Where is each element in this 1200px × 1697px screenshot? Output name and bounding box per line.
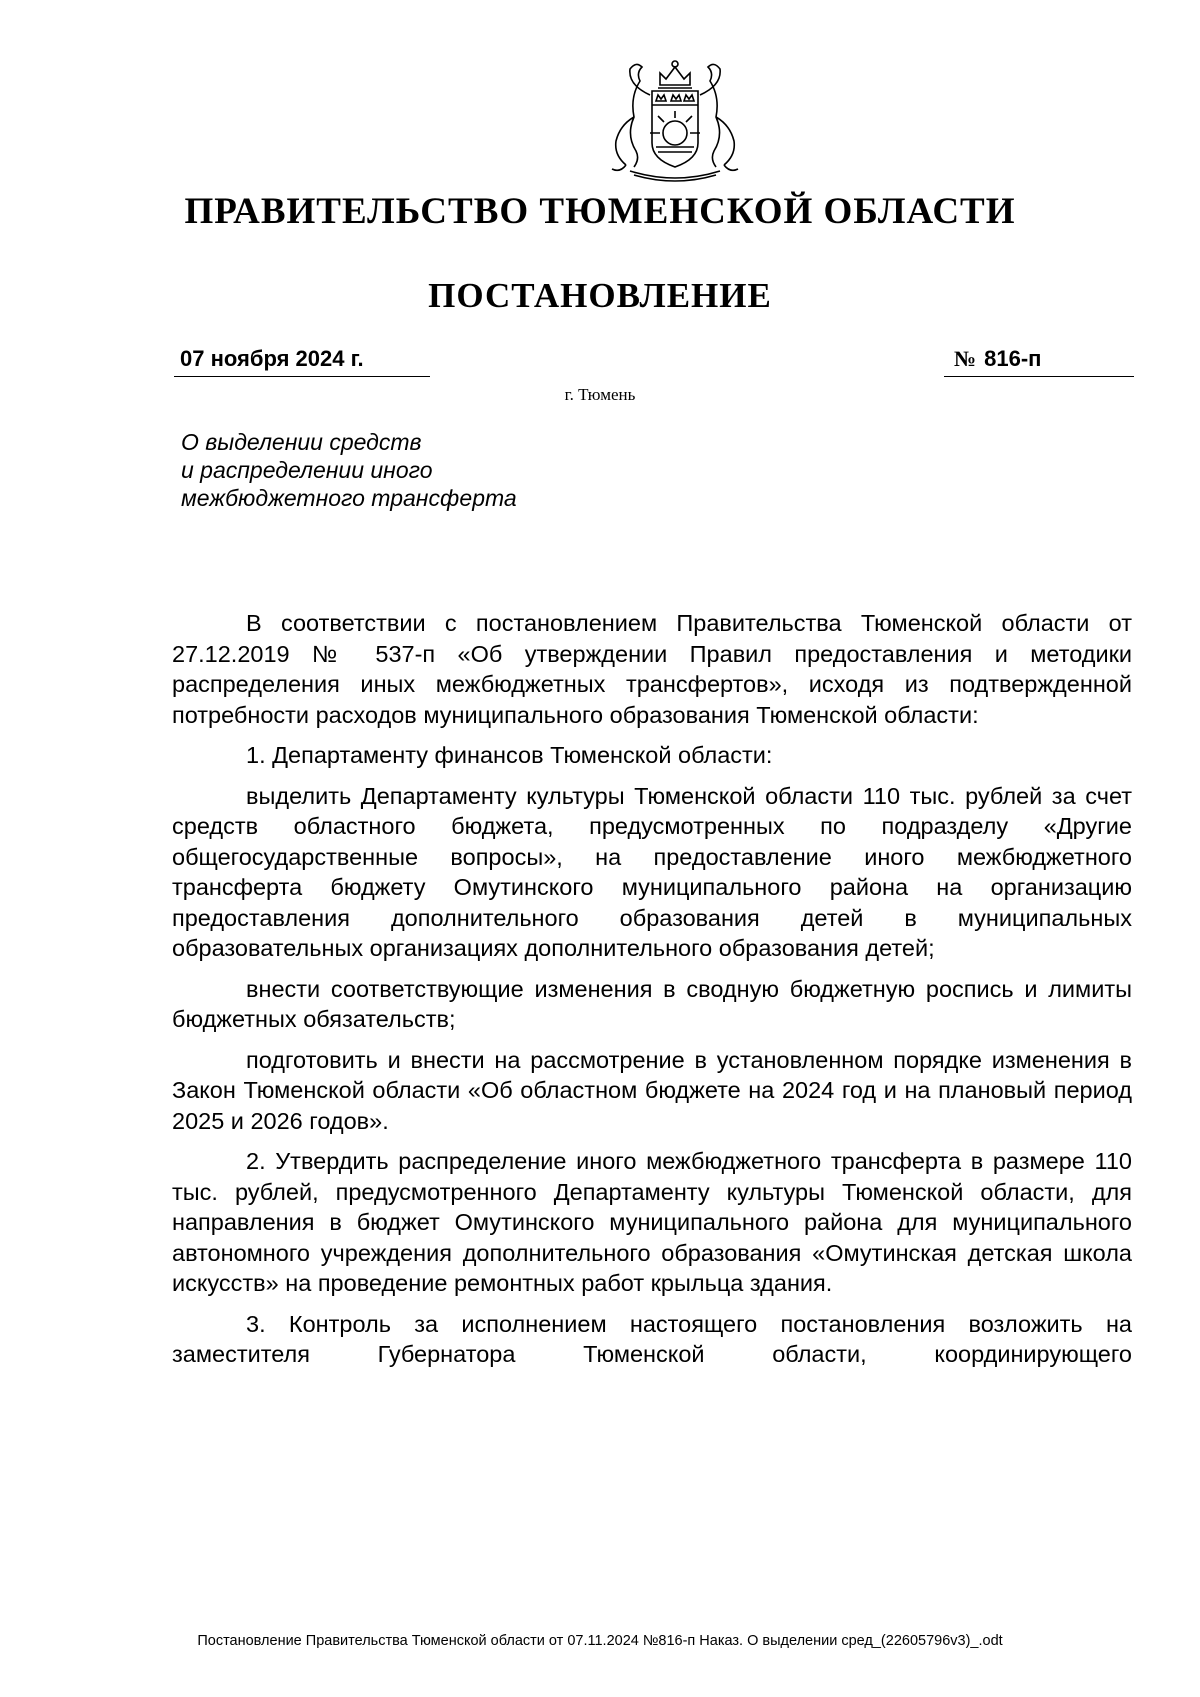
number-sign: №: [954, 346, 977, 371]
document-subject: [181, 428, 681, 512]
body-paragraph-allocate: выделить Департаменту культуры Тюменской области 110 тыс. рублей за счет средств областного бюджета, предусмотренных по подразделу «Другие общегосударственные вопросы», на предоставление иного межбюджетного трансферта бюджету Омутинского муниципального района на организацию предоставления дополнительного образования детей в муниципальных образовательных организациях дополнительного образования детей;: [172, 782, 1132, 961]
document-body: [172, 608, 1132, 1370]
city-label: г. Тюмень: [564, 385, 636, 404]
body-paragraph-amend-budget: внести соответствующие изменения в сводную бюджетную роспись и лимиты бюджетных обязательств;: [172, 975, 1132, 1032]
subject-line: и распределении иного: [181, 457, 433, 483]
body-paragraph-prepare-law: подготовить и внести на рассмотрение в установленном порядке изменения в Закон Тюменской области «Об областном бюджете на 2024 год и на плановый период 2025 и 2026 годов».: [172, 1046, 1132, 1134]
body-paragraph-item-1: 1. Департаменту финансов Тюменской области:: [246, 742, 773, 768]
document-type-heading: ПОСТАНОВЛЕНИЕ: [428, 276, 772, 315]
subject-line: О выделении средств: [181, 429, 422, 455]
organization-title: ПРАВИТЕЛЬСТВО ТЮМЕНСКОЙ ОБЛАСТИ: [184, 191, 1016, 232]
document-date: 07 ноября 2024 г.: [174, 346, 430, 377]
body-paragraph-item-2: 2. Утвердить распределение иного межбюджетного трансферта в размере 110 тыс. рублей, предусмотренного Департаменту культуры Тюменской области, для направления в бюджет Омутинского муниципального района для муниципального автономного учреждения дополнительного образования «Омутинская детская школа искусств» на проведение ремонтных работ крыльца здания.: [172, 1148, 1132, 1296]
subject-line: межбюджетного трансферта: [181, 485, 517, 511]
coat-of-arms-icon: [590, 55, 760, 185]
document-number-field: [944, 346, 1134, 377]
body-paragraph-item-3: 3. Контроль за исполнением настоящего постановления возложить на заместителя Губернатора Тюменской области, координирующего: [172, 1310, 1132, 1367]
document-number: 816-п: [984, 346, 1042, 371]
body-paragraph-preamble: В соответствии с постановлением Правительства Тюменской области от 27.12.2019 № 537-п «Об утверждении Правил предоставления и методики распределения иных межбюджетных трансфертов», исходя из подтвержденной потребности расходов муниципального образования Тюменской области:: [172, 610, 1132, 728]
page-footer: Постановление Правительства Тюменской области от 07.11.2024 №816-п Наказ. О выделении сред_(22605796v3)_.odt: [197, 1633, 1003, 1649]
